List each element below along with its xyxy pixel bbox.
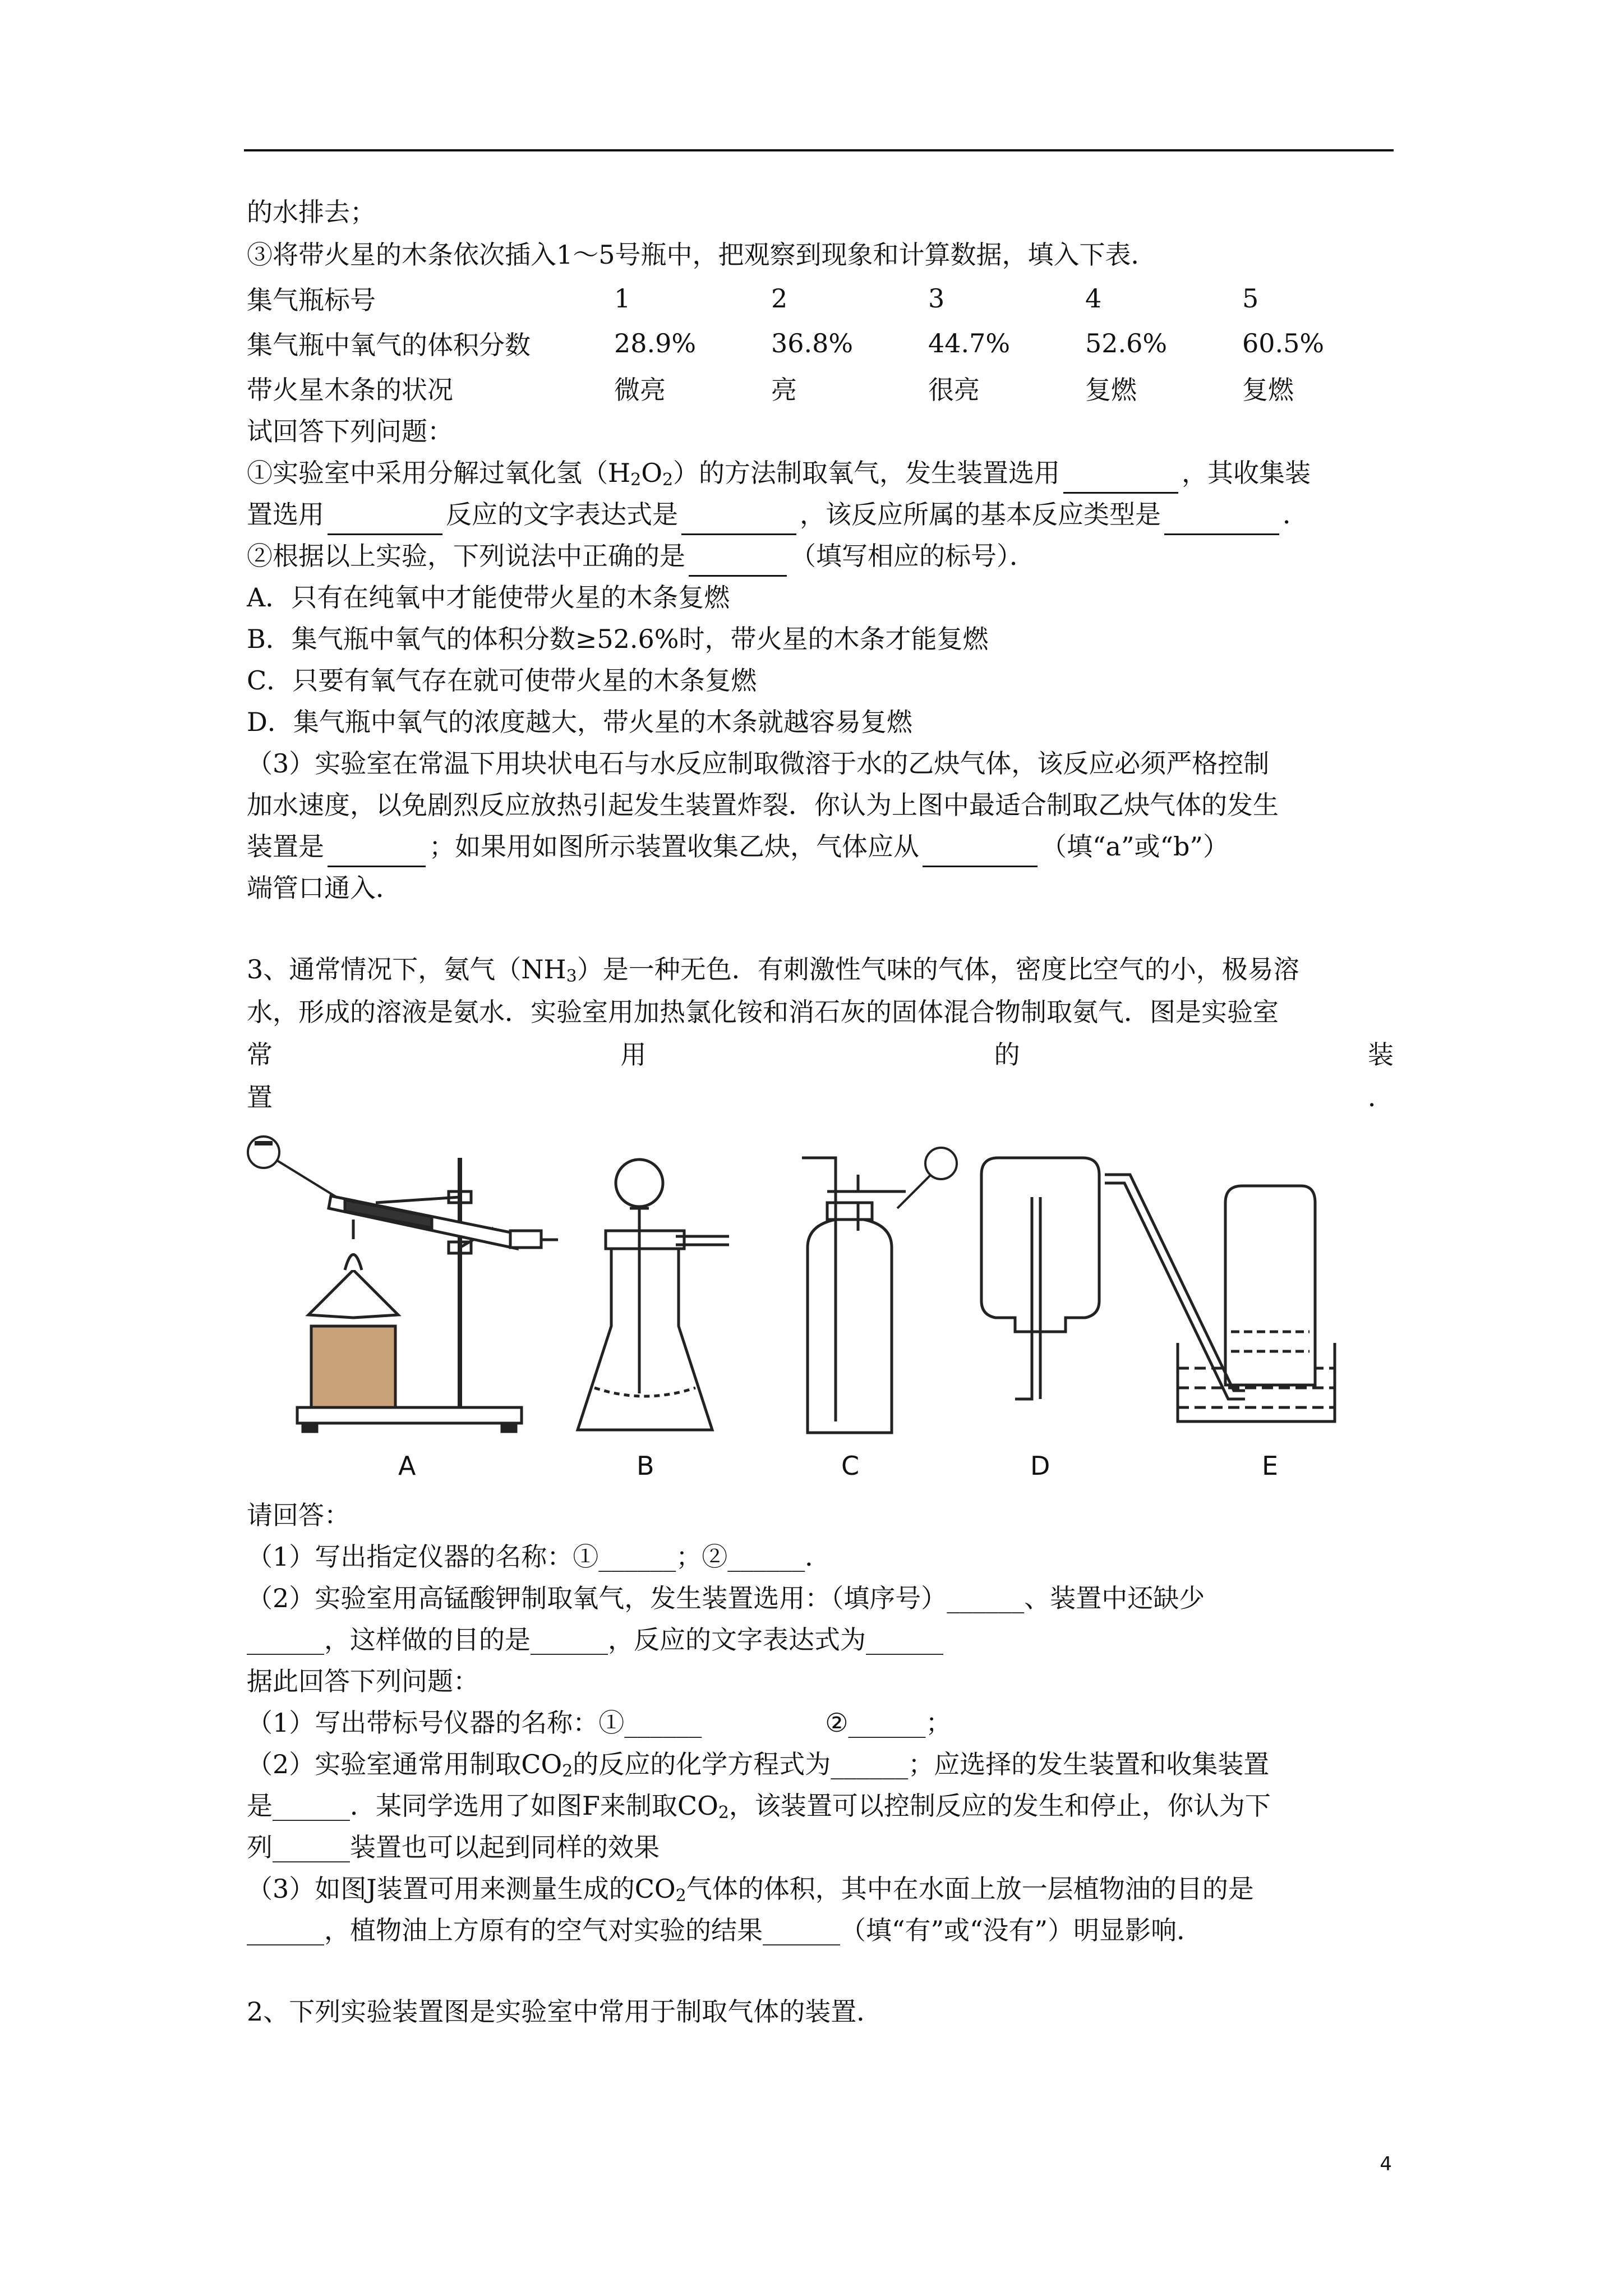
text-line: （3）实验室在常温下用块状电石与水反应制取微溶于水的乙炔气体，该反应必须严格控制 bbox=[247, 748, 1270, 779]
apparatus-c bbox=[802, 1148, 957, 1433]
text-line: （2）实验室用高锰酸钾制取氧气，发生装置选用：（填序号）______、装置中还缺少 bbox=[247, 1583, 1205, 1613]
option-d: D．集气瓶中氧气的浓度越大，带火星的木条就越容易复燃 bbox=[247, 707, 912, 737]
text-line: 水，形成的溶液是氨水．实验室用加热氯化铵和消石灰的固体混合物制取氨气．图是实验室 bbox=[247, 997, 1279, 1027]
table-row bbox=[247, 276, 1394, 321]
table-cell: 很亮 bbox=[928, 375, 980, 405]
answer-blank[interactable] bbox=[1063, 463, 1178, 494]
apparatus-a bbox=[248, 1137, 558, 1432]
text-span: ，该装置可以控制反应的发生和停止，你认为下 bbox=[728, 1791, 1271, 1821]
text-line: ③将带火星的木条依次插入1～5号瓶中，把观察到现象和计算数据，填入下表． bbox=[247, 240, 1157, 270]
text-span: O bbox=[641, 458, 662, 488]
table-cell: 2 bbox=[771, 283, 788, 314]
apparatus-b bbox=[578, 1159, 729, 1430]
subscript: 2 bbox=[718, 1803, 729, 1823]
table-cell: 集气瓶标号 bbox=[247, 285, 376, 315]
table-row bbox=[247, 321, 1394, 366]
text-span: 装 bbox=[1367, 1039, 1394, 1070]
table-cell: 复燃 bbox=[1242, 375, 1294, 405]
answer-blank[interactable] bbox=[1164, 504, 1279, 535]
subscript: 2 bbox=[562, 1761, 573, 1781]
answer-blank[interactable] bbox=[681, 504, 796, 535]
text-span: ． bbox=[1283, 499, 1308, 530]
table-row bbox=[247, 366, 1394, 411]
text-line: （1）写出指定仪器的名称：①______；②______． bbox=[247, 1542, 831, 1572]
figure-label-c: C bbox=[841, 1451, 860, 1481]
table-cell: 亮 bbox=[771, 375, 797, 405]
table-cell: 52.6% bbox=[1085, 328, 1168, 358]
text-line: ______，这样做的目的是______，反应的文字表达式为______ bbox=[247, 1625, 943, 1655]
text-span: ，该反应所属的基本反应类型是 bbox=[800, 499, 1161, 530]
text-line: 请回答： bbox=[247, 1500, 350, 1530]
table-cell: 44.7% bbox=[928, 328, 1011, 358]
text-span: （1）写出带标号仪器的名称：①______ bbox=[247, 1708, 702, 1738]
text-span: 是______．某同学选用了如图F来制取CO bbox=[247, 1791, 718, 1821]
text-line: ______，植物油上方原有的空气对实验的结果______（填“有”或“没有”）明显影响． bbox=[247, 1915, 1203, 1945]
answer-blank[interactable] bbox=[328, 504, 442, 535]
text-span: 的 bbox=[994, 1039, 1020, 1070]
text-span: 的反应的化学方程式为______；应选择的发生装置和收集装置 bbox=[573, 1749, 1270, 1779]
table-cell: 复燃 bbox=[1085, 375, 1137, 405]
table-cell: 36.8% bbox=[771, 328, 854, 358]
table-cell: 1 bbox=[614, 283, 631, 314]
text-span: （填“a”或“b”） bbox=[1041, 831, 1229, 862]
text-span: ②根据以上实验，下列说法中正确的是 bbox=[247, 541, 685, 571]
text-line: 端管口通入． bbox=[247, 873, 402, 903]
justified-line bbox=[247, 1033, 1394, 1076]
question-line bbox=[247, 494, 1394, 535]
text-line: 加水速度，以免剧烈反应放热引起发生装置炸裂．你认为上图中最适合制取乙炔气体的发生 bbox=[247, 790, 1279, 820]
subscript: 2 bbox=[675, 1886, 686, 1906]
apparatus-figure bbox=[247, 1130, 1394, 1489]
option-c: C．只要有氧气存在就可使带火星的木条复燃 bbox=[247, 665, 757, 696]
question-line bbox=[247, 1743, 1394, 1785]
text-span: （2）实验室通常用制取CO bbox=[247, 1749, 562, 1779]
text-span: 气体的体积，其中在水面上放一层植物油的目的是 bbox=[686, 1874, 1254, 1904]
subscript: 3 bbox=[566, 967, 577, 986]
text-span: （3）如图J装置可用来测量生成的CO bbox=[247, 1874, 676, 1904]
question-line bbox=[247, 948, 1394, 991]
answer-blank[interactable] bbox=[923, 836, 1038, 867]
text-span: 置 bbox=[247, 1082, 273, 1112]
question-line bbox=[247, 452, 1394, 494]
text-span: ②______； bbox=[825, 1708, 952, 1738]
figure-label-b: B bbox=[637, 1451, 654, 1481]
text-span: ． bbox=[1368, 1082, 1394, 1112]
answer-blank[interactable] bbox=[328, 836, 426, 867]
justified-line bbox=[247, 1076, 1394, 1119]
figure-label-e: E bbox=[1262, 1451, 1279, 1481]
text-span: 3、通常情况下，氨气（NH bbox=[247, 954, 566, 984]
header-rule bbox=[244, 149, 1394, 151]
question-line bbox=[247, 535, 1394, 577]
table-cell: 集气瓶中氧气的体积分数 bbox=[247, 330, 531, 360]
text-line: 据此回答下列问题： bbox=[247, 1666, 479, 1696]
table-cell: 28.9% bbox=[614, 328, 697, 358]
page-number: 4 bbox=[1380, 2153, 1392, 2175]
text-span: 用 bbox=[620, 1039, 647, 1070]
subscript: 2 bbox=[662, 470, 674, 490]
option-b: B．集气瓶中氧气的体积分数≥52.6%时，带火星的木条才能复燃 bbox=[247, 624, 989, 654]
figure-label-d: D bbox=[1030, 1451, 1050, 1481]
question-line bbox=[247, 1868, 1394, 1910]
subscript: 2 bbox=[630, 470, 642, 490]
apparatus-diagram bbox=[247, 1130, 1394, 1489]
text-span: ）的方法制取氧气，发生装置选用 bbox=[673, 458, 1061, 488]
table-cell: 微亮 bbox=[614, 375, 666, 405]
text-span: 置选用 bbox=[247, 499, 324, 530]
table-cell: 带火星木条的状况 bbox=[247, 375, 453, 405]
answer-blank[interactable] bbox=[689, 546, 787, 577]
table-cell: 5 bbox=[1242, 283, 1259, 314]
text-span: ）是一种无色．有刺激性气味的气体，密度比空气的小，极易溶 bbox=[577, 954, 1299, 984]
question-line bbox=[247, 826, 1394, 867]
table-cell: 3 bbox=[928, 283, 945, 314]
apparatus-e bbox=[1105, 1175, 1335, 1421]
table-cell: 4 bbox=[1085, 283, 1102, 314]
text-line: 2、下列实验装置图是实验室中常用于制取气体的装置． bbox=[247, 1996, 883, 2027]
figure-label-a: A bbox=[398, 1451, 416, 1481]
text-line: 的水排去； bbox=[247, 197, 376, 227]
text-span: 装置是 bbox=[247, 831, 324, 862]
text-span: （填写相应的标号）． bbox=[790, 541, 1035, 571]
apparatus-d bbox=[981, 1158, 1099, 1399]
text-span: 常 bbox=[247, 1039, 273, 1070]
text-span: 反应的文字表达式是 bbox=[446, 499, 678, 530]
text-span: ，其收集装 bbox=[1182, 458, 1311, 488]
table-cell: 60.5% bbox=[1242, 328, 1325, 358]
text-line: 试回答下列问题： bbox=[247, 416, 453, 447]
question-line bbox=[247, 1702, 1394, 1743]
text-span: ；如果用如图所示装置收集乙炔，气体应从 bbox=[429, 831, 919, 862]
oxygen-data-table bbox=[247, 276, 1394, 411]
text-span: ①实验室中采用分解过氧化氢（H bbox=[247, 458, 631, 488]
page-content bbox=[247, 191, 1394, 2033]
text-line: 列______装置也可以起到同样的效果 bbox=[247, 1832, 660, 1862]
question-line bbox=[247, 1785, 1394, 1826]
option-a: A．只有在纯氧中才能使带火星的木条复燃 bbox=[247, 582, 730, 613]
